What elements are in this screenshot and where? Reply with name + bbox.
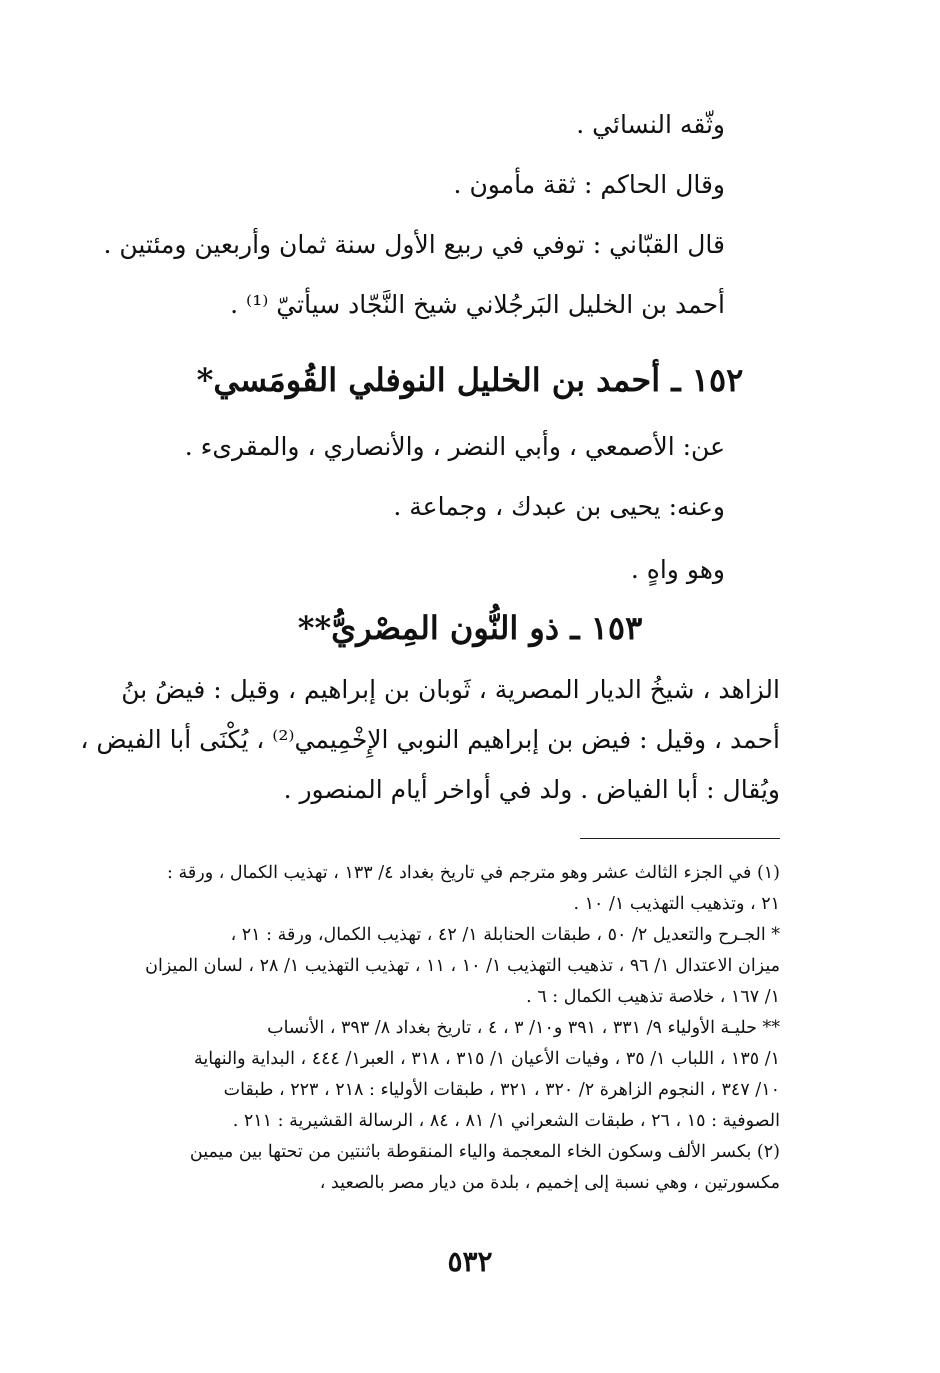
text-line: أحمد بن الخليل البَرجُلاني شيخ النَّجّاد سيأتيّ ⁽¹⁾ .: [230, 290, 725, 319]
text-line: وهو واهٍ .: [630, 555, 725, 584]
text-line: عن: الأصمعي ، وأبي النضر ، والأنصاري ، والمقرىء .: [184, 432, 725, 461]
text-line: وعنه: يحيى بن عبدك ، وجماعة .: [393, 492, 725, 521]
footnotes: [145, 858, 780, 1199]
footnote-line: ميزان الاعتدال ١/ ٩٦ ، تذهيب التهذيب ١/ ١٠ ، ١١ ، تهذيب التهذيب ١/ ٢٨ ، لسان الميزان: [145, 956, 780, 976]
paragraph-line: ويُقال : أبا الفياض . ولد في أواخر أيام المنصور .: [283, 775, 780, 804]
footnote-line: ١٠/ ٣٤٧ ، النجوم الزاهرة ٢/ ٣٢٠ ، ٣٢١ ، طبقات الأولياء : ٢١٨ ، ٢٢٣ ، طبقات: [223, 1080, 780, 1100]
text-line: قال القبّاني : توفي في ربيع الأول سنة ثمان وأربعين ومئتين .: [103, 230, 725, 259]
footnote-line: ١/ ١٦٧ ، خلاصة تذهيب الكمال : ٦ .: [526, 987, 780, 1007]
entry-heading-152: ١٥٢ ـ أحمد بن الخليل النوفلي القُومَسي*: [196, 361, 744, 399]
footnote-line: (١) في الجزء الثالث عشر وهو مترجم في تاريخ بغداد ٤/ ١٣٣ ، تهذيب الكمال ، ورقة :: [167, 863, 780, 883]
footnote-divider: [580, 838, 780, 839]
text-line: وثّقه النسائي .: [576, 110, 725, 139]
footnote-line: ** حليـة الأولياء ٩/ ٣٣١ ، ٣٩١ و١٠/ ٣ ، ٤ ، تاريخ بغداد ٨/ ٣٩٣ ، الأنساب: [267, 1018, 780, 1038]
page-number: ٥٣٢: [447, 1245, 493, 1278]
text-line: وقال الحاكم : ثقة مأمون .: [453, 170, 725, 199]
footnote-line: * الجـرح والتعديل ٢/ ٥٠ ، طبقات الحنابلة ١/ ٤٢ ، تهذيب الكمال، ورقة : ٢١ ،: [230, 925, 780, 945]
footnote-line: ٢١ ، وتذهيب التهذيب ١/ ١٠ .: [573, 894, 780, 914]
footnote-line: الصوفية : ١٥ ، ٢٦ ، طبقات الشعراني ١/ ٨١ ، ٨٤ ، الرسالة القشيرية : ٢١١ .: [232, 1111, 780, 1131]
footnote-line: مكسورتين ، وهي نسبة إلى إخميم ، بلدة من ديار مصر بالصعيد ،: [319, 1173, 780, 1193]
paragraph-line: الزاهد ، شيخُ الديار المصرية ، ثَوبان بن إبراهيم ، وقيل : فيضُ بنُ: [121, 675, 780, 704]
footnote-line: ١/ ١٣٥ ، اللباب ١/ ٣٥ ، وفيات الأعيان ١/ ٣١٥ ، ٣١٨ ، العبر١/ ٤٤٤ ، البداية والنهاية: [194, 1049, 780, 1069]
paragraph-line: أحمد ، وقيل : فيض بن إبراهيم النوبي الإِخْمِيمي⁽²⁾ ، يُكْنَى أبا الفيض ،: [80, 725, 780, 754]
entry-heading-153: ١٥٣ ـ ذو النُّون المِصْريُّ**: [297, 609, 643, 647]
entry-paragraph: [80, 673, 780, 823]
footnote-line: (٢) بكسر الألف وسكون الخاء المعجمة والياء المنقوطة باثنتين من تحتها بين ميمين: [189, 1142, 780, 1162]
